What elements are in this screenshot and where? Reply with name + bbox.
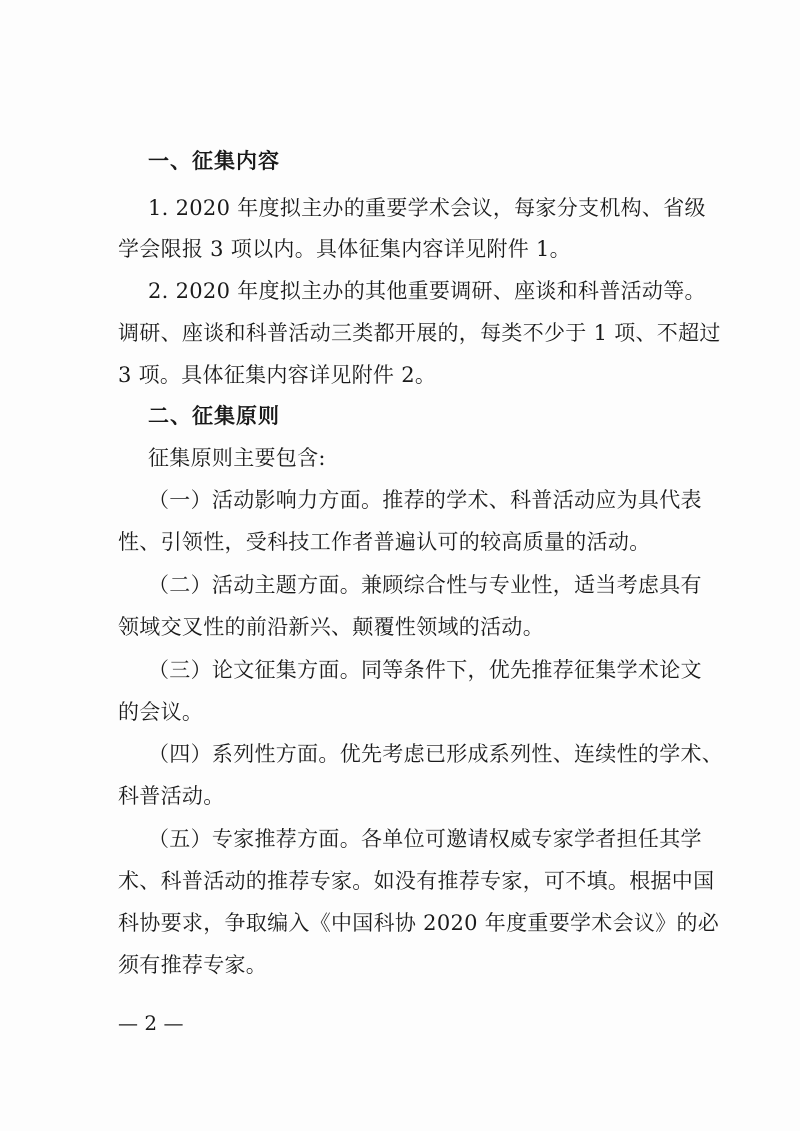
paragraph-line: 的会议。 [118, 700, 204, 724]
section-heading-collection-content: 一、征集内容 [148, 149, 280, 173]
section-heading-collection-principles: 二、征集原则 [148, 404, 280, 428]
paragraph-line: 科普活动。 [118, 784, 225, 808]
paragraph-line: 术、科普活动的推荐专家。如没有推荐专家，可不填。根据中国 [118, 869, 715, 893]
page-number: — 2 — [118, 1011, 184, 1035]
paragraph-line: 领域交叉性的前沿新兴、颠覆性领域的活动。 [118, 615, 544, 639]
paragraph-line: 学会限报 3 项以内。具体征集内容详见附件 1。 [118, 237, 571, 261]
paragraph-line: 征集原则主要包含: [148, 446, 326, 470]
paragraph-line: （五）专家推荐方面。各单位可邀请权威专家学者担任其学 [148, 827, 702, 851]
paragraph-line: 3 项。具体征集内容详见附件 2。 [118, 363, 437, 387]
paragraph-line: 须有推荐专家。 [118, 953, 268, 977]
paragraph-line: 1. 2020 年度拟主办的重要学术会议，每家分支机构、省级 [148, 196, 706, 220]
paragraph-line: 科协要求，争取编入《中国科协 2020 年度重要学术会议》的必 [118, 911, 720, 935]
paragraph-line: 2. 2020 年度拟主办的其他重要调研、座谈和科普活动等。 [148, 279, 706, 303]
paragraph-line: 调研、座谈和科普活动三类都开展的，每类不少于 1 项、不超过 [118, 321, 721, 345]
paragraph-line: （二）活动主题方面。兼顾综合性与专业性，适当考虑具有 [148, 573, 702, 597]
paragraph-line: 性、引领性，受科技工作者普遍认可的较高质量的活动。 [118, 530, 651, 554]
paragraph-line: （三）论文征集方面。同等条件下，优先推荐征集学术论文 [148, 658, 702, 682]
paragraph-line: （一）活动影响力方面。推荐的学术、科普活动应为具代表 [148, 488, 702, 512]
paragraph-line: （四）系列性方面。优先考虑已形成系列性、连续性的学术、 [148, 742, 724, 766]
